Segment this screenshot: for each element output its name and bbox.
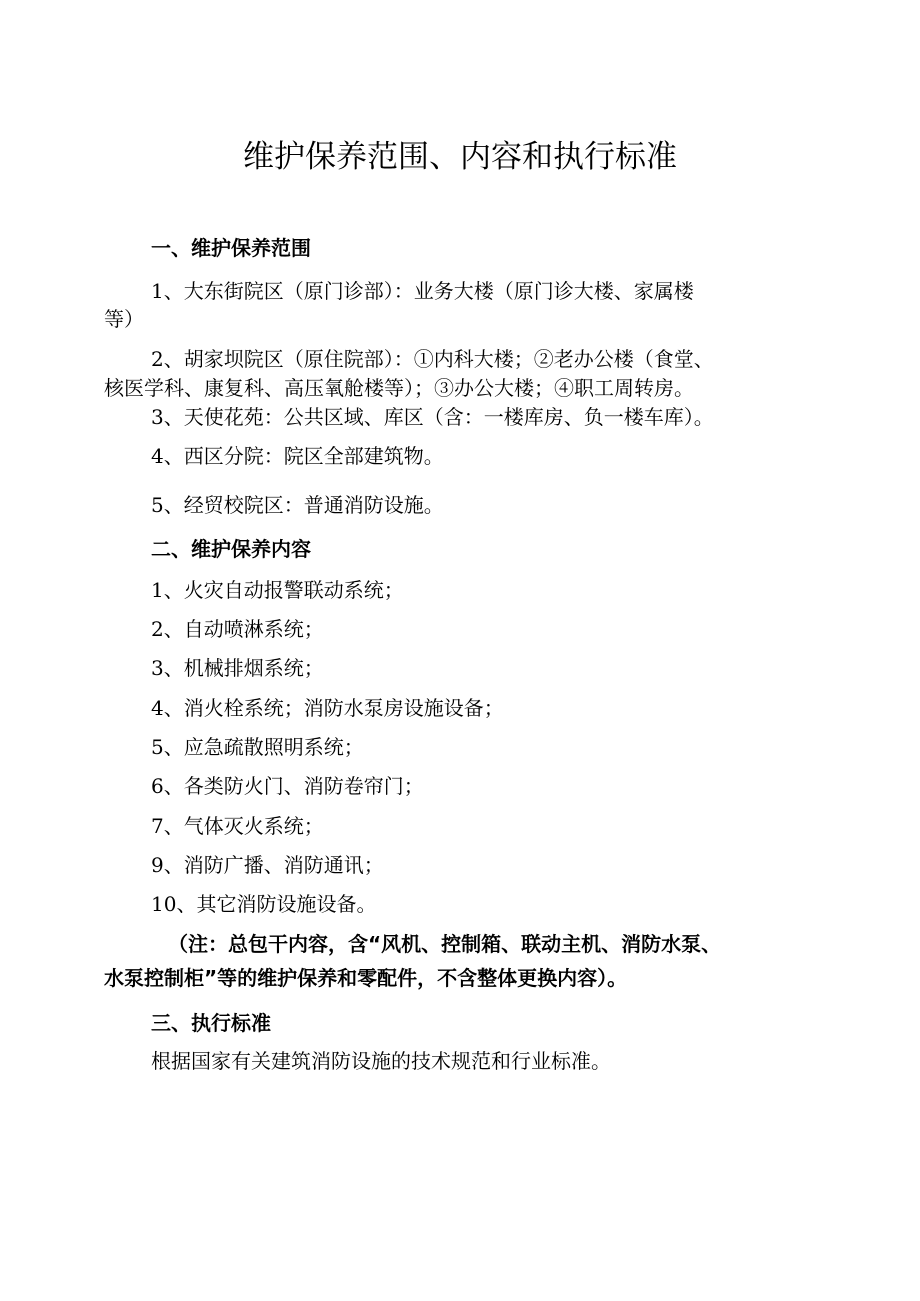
scope-item-4: 4、西区分院：院区全部建筑物。	[151, 444, 444, 468]
content-item: 9、消防广播、消防通讯；	[151, 853, 384, 877]
content-item: 2、自动喷淋系统；	[151, 617, 324, 641]
scope-item-5: 5、经贸校院区：普通消防设施。	[151, 493, 444, 517]
standard-text: 根据国家有关建筑消防设施的技术规范和行业标准。	[151, 1049, 611, 1073]
note-line-2: 水泵控制柜”等的维护保养和零配件，不含整体更换内容）。	[104, 966, 628, 990]
section-heading-scope: 一、维护保养范围	[151, 236, 311, 260]
scope-item-2-line-1: 2、胡家坝院区（原住院部）：①内科大楼；②老办公楼（食堂、	[151, 347, 714, 371]
content-item: 10、其它消防设施设备。	[151, 892, 377, 916]
scope-item-1-line-1: 1、大东街院区（原门诊部）：业务大楼（原门诊大楼、家属楼	[151, 279, 694, 303]
content-item: 3、机械排烟系统；	[151, 656, 324, 680]
document-title: 维护保养范围、内容和执行标准	[243, 139, 677, 175]
scope-item-3: 3、天使花苑：公共区域、库区（含：一楼库房、负一楼车库）。	[151, 405, 714, 429]
content-item: 6、各类防火门、消防卷帘门；	[151, 774, 424, 798]
content-item: 7、气体灭火系统；	[151, 814, 324, 838]
section-heading-content: 二、维护保养内容	[151, 537, 311, 561]
scope-item-1-line-2: 等）	[104, 307, 144, 331]
content-item: 4、消火栓系统；消防水泵房设施设备；	[151, 696, 504, 720]
section-heading-standard: 三、执行标准	[151, 1011, 271, 1035]
content-item: 1、火灾自动报警联动系统；	[151, 578, 404, 602]
scope-item-2-line-2: 核医学科、康复科、高压氧舱楼等）；③办公大楼；④职工周转房。	[104, 376, 694, 400]
note-line-1: （注：总包干内容，含“风机、控制箱、联动主机、消防水泵、	[168, 932, 722, 956]
content-item: 5、应急疏散照明系统；	[151, 735, 364, 759]
